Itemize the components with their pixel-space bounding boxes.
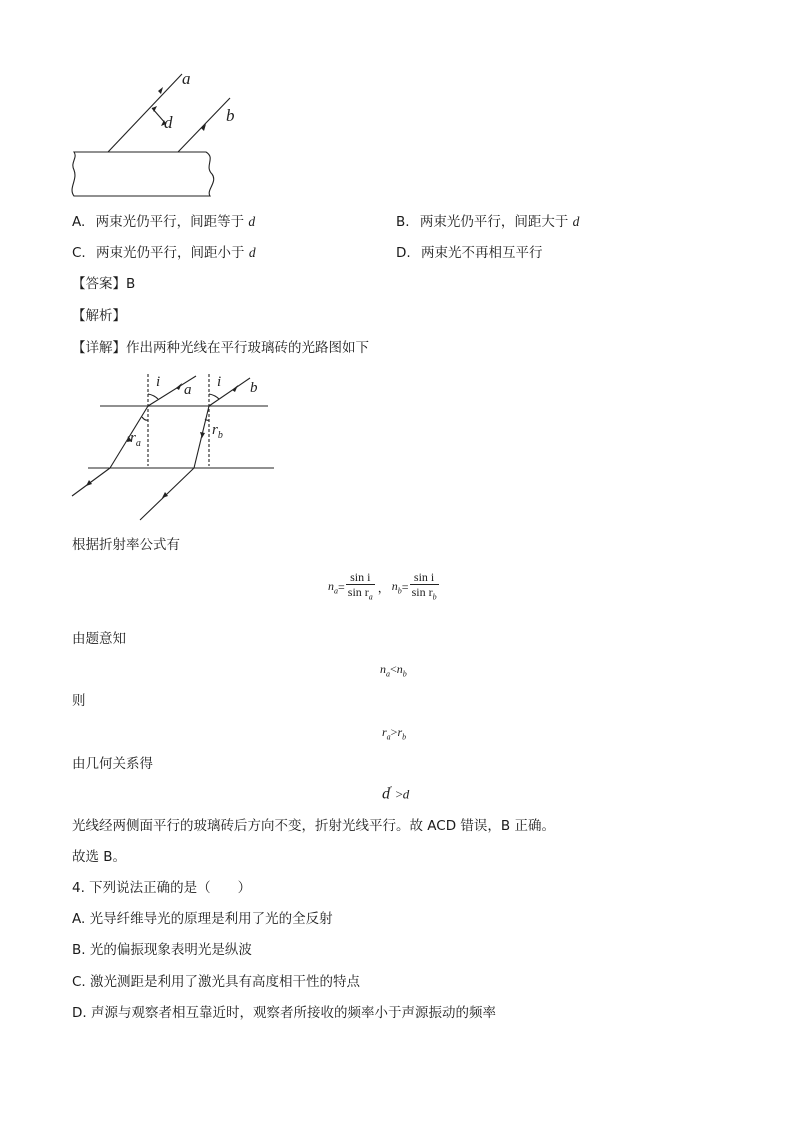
question4-option-d: D. 声源与观察者相互靠近时，观察者所接收的频率小于声源振动的频率 <box>72 1005 496 1021</box>
geometry-intro: 由几何关系得 <box>72 756 153 772</box>
figure1-label-d: d <box>164 113 173 132</box>
figure2-label-b: b <box>250 380 258 396</box>
question4-option-b: B. 光的偏振现象表明光是纵波 <box>72 942 252 958</box>
option-b-letter: B. <box>396 214 410 230</box>
then-text: 则 <box>72 693 86 709</box>
conclusion-text: 光线经两侧面平行的玻璃砖后方向不变，折射光线平行。故 ACD 错误，B 正确。 <box>72 818 555 834</box>
formula-eq-b: = <box>401 579 409 594</box>
option-b <box>396 213 579 231</box>
option-a-letter: A. <box>72 214 86 230</box>
option-d <box>396 244 542 262</box>
relation-r: $r_a>r_b$ <box>382 725 407 742</box>
figure-light-path <box>66 366 280 524</box>
relation-d: d′ >d <box>382 785 410 803</box>
figure2-label-rb: $r_b$ <box>212 422 223 441</box>
option-b-text: 两束光仍平行，间距大于 <box>419 214 569 230</box>
figure2-label-a: a <box>184 382 192 398</box>
formula-nb: $n_b$ <box>391 579 402 596</box>
option-a <box>72 213 255 231</box>
analysis-tag: 【解析】 <box>72 308 126 324</box>
figure1-label-a: a <box>182 69 191 88</box>
answer-line <box>72 275 135 293</box>
formula-frac-b: $\frac{\text{sin i}}{\sin r_b}$ <box>410 570 439 604</box>
question4-option-c: C. 激光测距是利用了激光具有高度相干性的特点 <box>72 974 361 990</box>
question4-option-a: A. 光导纤维导光的原理是利用了光的全反射 <box>72 911 333 927</box>
figure2-label-i-b: i <box>217 374 222 390</box>
question4-stem: 4. 下列说法正确的是（ ） <box>72 880 252 896</box>
option-b-var: d <box>572 214 580 229</box>
detail-line <box>72 339 369 357</box>
relation-n: $n_a<n_b$ <box>380 662 407 679</box>
detail-tag: 【详解】 <box>72 340 126 356</box>
option-c-letter: C. <box>72 245 86 261</box>
option-c-text: 两束光仍平行，间距小于 <box>96 245 245 261</box>
formula-intro: 根据折射率公式有 <box>72 537 180 553</box>
formula-eq-a: = <box>338 579 345 594</box>
formula-na: $n_a$ <box>328 579 338 596</box>
answer-value: B <box>126 276 136 292</box>
given-intro: 由题意知 <box>72 631 126 647</box>
refraction-formula <box>328 570 440 604</box>
detail-text: 作出两种光线在平行玻璃砖的光路图如下 <box>126 340 369 356</box>
option-a-var: d <box>248 214 256 229</box>
figure2-label-ra: $r_a$ <box>130 430 141 449</box>
option-d-text: 两束光不再相互平行 <box>420 245 543 261</box>
choose-text: 故选 B。 <box>72 849 127 865</box>
answer-tag: 【答案】 <box>72 276 126 292</box>
formula-separator: ， <box>377 580 390 595</box>
figure-glass-slab-incident <box>66 66 256 202</box>
option-c <box>72 244 256 262</box>
option-c-var: d <box>248 245 256 260</box>
figure1-label-b: b <box>226 106 235 125</box>
option-a-text: 两束光仍平行，间距等于 <box>95 214 245 230</box>
formula-frac-a: $\frac{\text{sin i}}{\sin r_a}$ <box>346 570 375 604</box>
figure2-label-i-a: i <box>156 374 161 390</box>
option-d-letter: D. <box>396 245 411 261</box>
